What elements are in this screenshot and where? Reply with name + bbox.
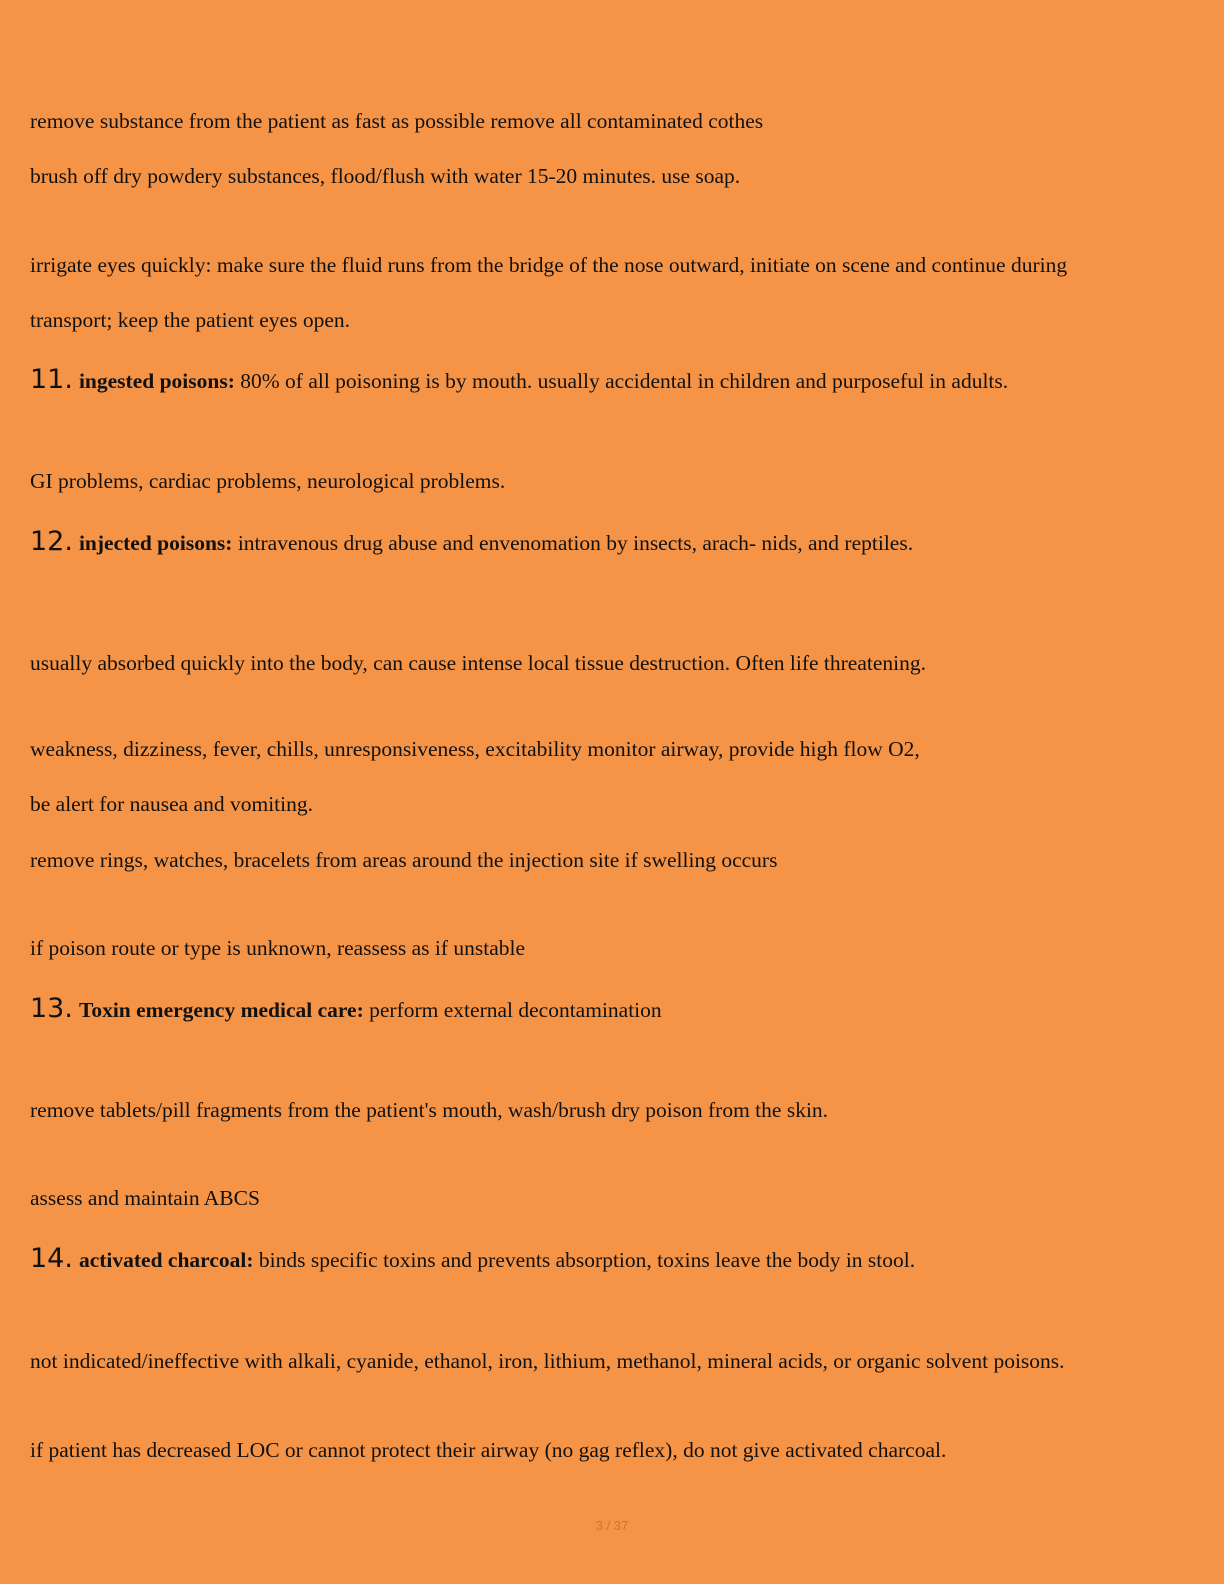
text-line: weakness, dizziness, fever, chills, unresponsiveness, excitability monitor airway, provide high flow O2, [30, 737, 920, 761]
text-line: remove rings, watches, bracelets from areas around the injection site if swelling occurs [30, 848, 778, 872]
list-item [30, 993, 662, 1024]
text-line: brush off dry powdery substances, flood/flush with water 15-20 minutes. use soap. [30, 164, 741, 188]
text-line: if patient has decreased LOC or cannot protect their airway (no gag reflex), do not give activated charcoal. [30, 1438, 947, 1462]
item-text: perform external decontamination [363, 998, 662, 1022]
text-line: if poison route or type is unknown, reassess as if unstable [30, 936, 526, 960]
text-line: assess and maintain ABCS [30, 1186, 260, 1210]
text-line: transport; keep the patient eyes open. [30, 308, 351, 332]
item-number: 11. [30, 364, 73, 395]
text-line: irrigate eyes quickly: make sure the fluid runs from the bridge of the nose outward, initiate on scene and continue during [30, 253, 1068, 277]
item-text: 80% of all poisoning is by mouth. usually accidental in children and purposeful in adults. [234, 369, 1009, 393]
text-line: remove tablets/pill fragments from the patient's mouth, wash/brush dry poison from the skin. [30, 1098, 829, 1122]
item-term: injected poisons: [78, 531, 233, 555]
item-term: Toxin emergency medical care: [78, 998, 364, 1022]
item-number: 12. [30, 526, 73, 557]
item-text: intravenous drug abuse and envenomation by insects, arach- nids, and reptiles. [232, 531, 914, 555]
page-indicator: 3 / 37 [595, 1518, 629, 1533]
text-line: GI problems, cardiac problems, neurological problems. [30, 469, 506, 493]
text-line: not indicated/ineffective with alkali, cyanide, ethanol, iron, lithium, methanol, mineral acids, or organic solvent poisons. [30, 1349, 1065, 1373]
text-line: remove substance from the patient as fast as possible remove all contaminated cothes [30, 109, 764, 133]
list-item [30, 1243, 916, 1274]
text-line: usually absorbed quickly into the body, can cause intense local tissue destruction. Often life threatening. [30, 651, 926, 675]
text-line: be alert for nausea and vomiting. [30, 792, 313, 816]
item-term: ingested poisons: [78, 369, 235, 393]
item-number: 14. [30, 1243, 73, 1274]
list-item [30, 526, 914, 557]
item-term: activated charcoal: [78, 1248, 254, 1272]
item-text: binds specific toxins and prevents absorption, toxins leave the body in stool. [253, 1248, 916, 1272]
list-item [30, 364, 1009, 395]
item-number: 13. [30, 993, 73, 1024]
